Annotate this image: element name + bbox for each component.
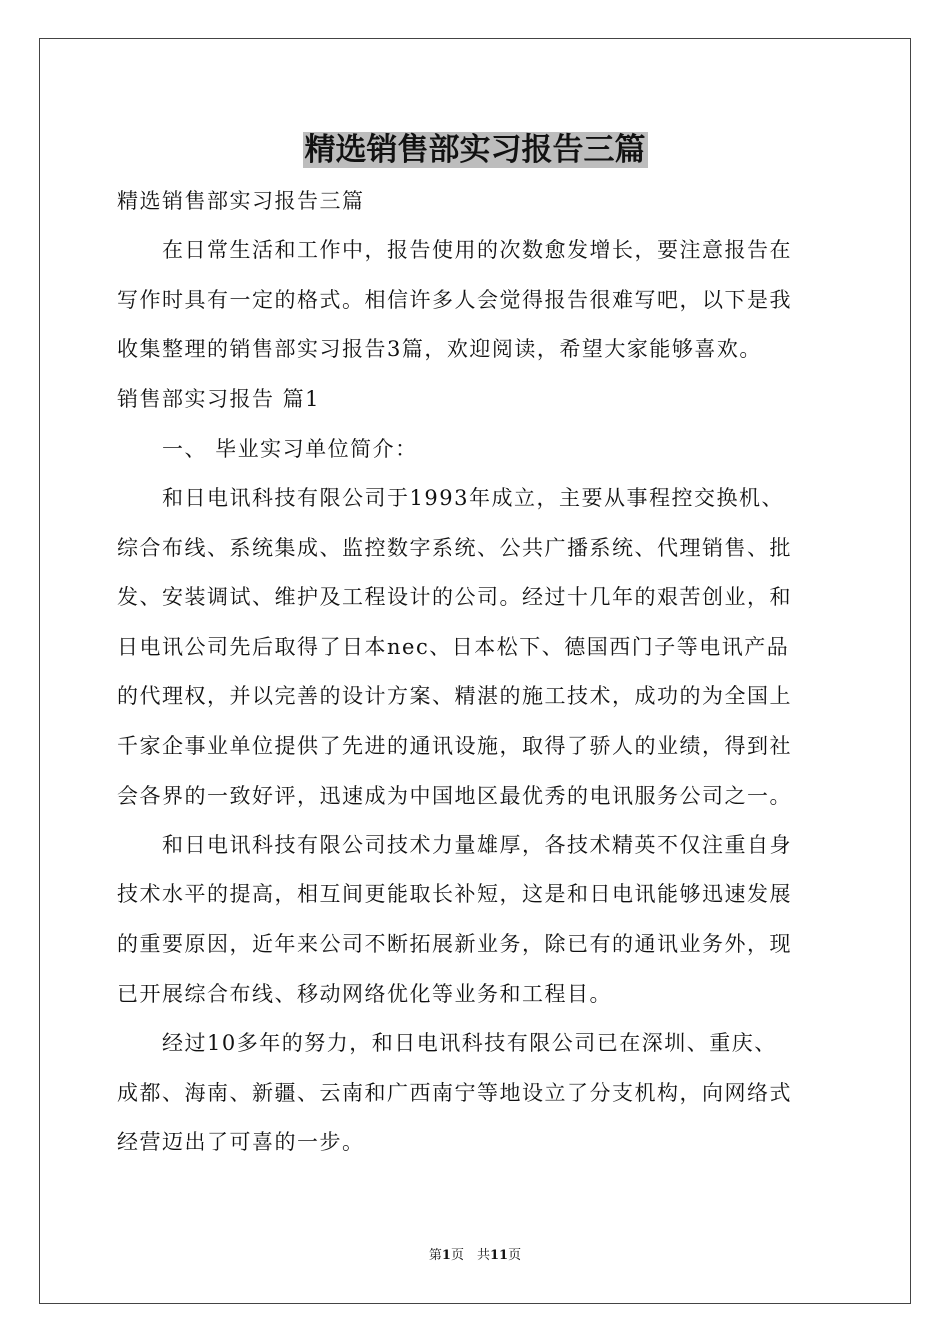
body-line: 成都、海南、新疆、云南和广西南宁等地设立了分支机构，向网络式: [117, 1081, 792, 1105]
footer-suffix: 页: [508, 1248, 522, 1263]
body-line: 综合布线、系统集成、监控数字系统、公共广播系统、代理销售、批: [117, 536, 792, 560]
body-line: 经过10多年的努力，和日电讯科技有限公司已在深圳、重庆、: [117, 1031, 777, 1055]
body-line: 和日电讯科技有限公司于1993年成立，主要从事程控交换机、: [117, 486, 784, 510]
body-line: 技术水平的提高，相互间更能取长补短，这是和日电讯能够迅速发展: [117, 882, 792, 906]
body-line: 会各界的一致好评，迅速成为中国地区最优秀的电讯服务公司之一。: [117, 784, 792, 808]
document-title: [0, 128, 950, 172]
page-footer: [0, 1247, 950, 1265]
body-line: 在日常生活和工作中，报告使用的次数愈发增长，要注意报告在: [117, 238, 792, 262]
body-line: 发、安装调试、维护及工程设计的公司。经过十几年的艰苦创业，和: [117, 585, 792, 609]
body-line: 已开展综合布线、移动网络优化等业务和工程目。: [117, 982, 612, 1006]
page-border: [39, 38, 911, 1304]
footer-page-number: 1: [441, 1248, 451, 1263]
footer-mid: 页 共: [450, 1248, 490, 1263]
body-line: 和日电讯科技有限公司技术力量雄厚，各技术精英不仅注重自身: [117, 833, 792, 857]
footer-total-pages: 11: [489, 1248, 509, 1263]
body-line: 经营迈出了可喜的一步。: [117, 1130, 365, 1154]
body-line: 收集整理的销售部实习报告3篇，欢迎阅读，希望大家能够喜欢。: [117, 337, 762, 361]
body-line: 千家企事业单位提供了先进的通讯设施，取得了骄人的业绩，得到社: [117, 734, 792, 758]
body-line: 的重要原因，近年来公司不断拓展新业务，除已有的通讯业务外，现: [117, 932, 792, 956]
document-title-text: 精选销售部实习报告三篇: [304, 132, 646, 168]
body-line: 的代理权，并以完善的设计方案、精湛的施工技术，成功的为全国上: [117, 684, 792, 708]
subsection-heading: 一、 毕业实习单位简介：: [117, 437, 418, 461]
body-line: 写作时具有一定的格式。相信许多人会觉得报告很难写吧，以下是我: [117, 288, 792, 312]
section-heading: 销售部实习报告 篇1: [117, 387, 321, 411]
body-line: 日电讯公司先后取得了日本nec、日本松下、德国西门子等电讯产品: [117, 635, 790, 659]
footer-prefix: 第: [428, 1248, 442, 1263]
subtitle-line: 精选销售部实习报告三篇: [117, 189, 365, 213]
